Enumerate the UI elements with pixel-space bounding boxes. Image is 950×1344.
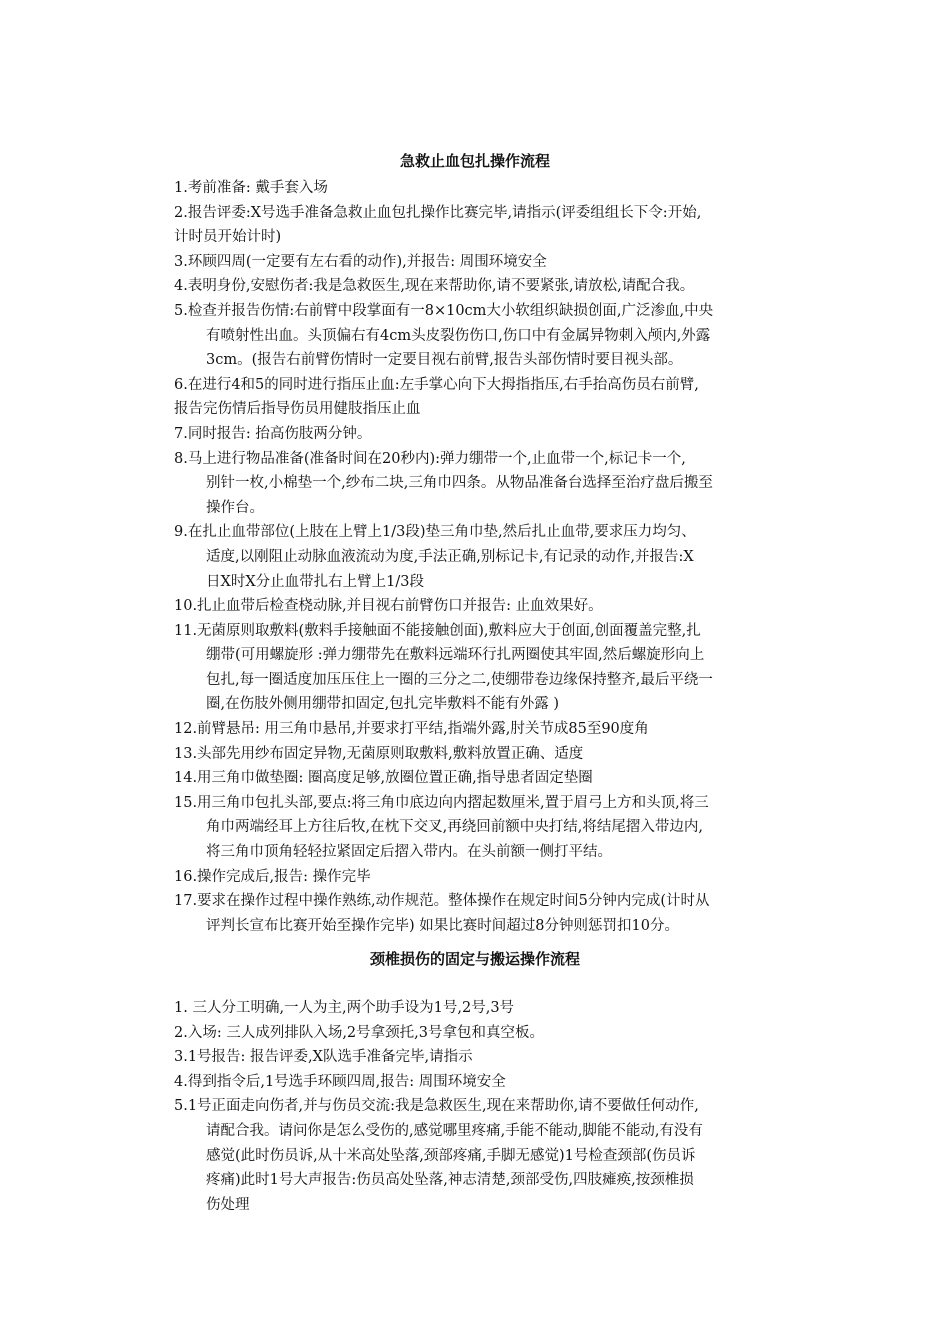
step-item (174, 1045, 814, 1070)
step-item (174, 176, 814, 201)
step-line: 日X时X分止血带扎右上臂上1/3段 (206, 573, 424, 590)
step-line: 2.入场: 三人成列排队入场,2号拿颈托,3号拿包和真空板。 (174, 1024, 544, 1041)
step-item (174, 250, 814, 275)
step-item (174, 717, 814, 742)
step-line: 11.无菌原则取敷料(敷料手接触面不能接触创面),敷料应大于创面,创面覆盖完整,扎 (174, 622, 701, 639)
step-line: 5.检查并报告伤情:右前臂中段掌面有一8×10cm大小软组织缺损创面,广泛渗血,中央 (174, 302, 714, 319)
step-item (174, 791, 814, 865)
step-line: 绷带(可用螺旋形 :弹力绷带先在敷料远端环行扎两圈使其牢固,然后螺旋形向上 (206, 647, 705, 664)
step-line: 9.在扎止血带部位(上肢在上臂上1/3段)垫三角巾垫,然后扎止血带,要求压力均匀、 (174, 524, 696, 541)
step-item (174, 447, 814, 521)
step-line: 1. 三人分工明确,一人为主,两个助手设为1号,2号,3号 (174, 1000, 515, 1016)
step-line: 请配合我。请问你是怎么受伤的,感觉哪里疼痛,手能不能动,脚能不能动,有没有 (206, 1122, 703, 1139)
step-line: 圈,在伤肢外侧用绷带扣固定,包扎完毕敷料不能有外露 ) (206, 696, 559, 713)
cervical-steps-list (174, 996, 814, 1217)
step-line: 10.扎止血带后检查桡动脉,并目视右前臂伤口并报告: 止血效果好。 (174, 598, 603, 615)
step-line: 疼痛)此时1号大声报告:伤员高处坠落,神志清楚,颈部受伤,四肢瘫痪,按颈椎损 (206, 1172, 694, 1189)
step-line: 12.前臂悬吊: 用三角巾悬吊,并要求打平结,指端外露,肘关节成85至90度角 (174, 721, 649, 738)
section-title-cervical-spine: 颈椎损伤的固定与搬运操作流程 (369, 950, 580, 968)
step-line: 3cm。(报告右前臂伤情时一定要目视右前臂,报告头部伤情时要目视头部。 (206, 352, 683, 369)
step-line: 感觉(此时伤员诉,从十米高处坠落,颈部疼痛,手脚无感觉)1号检查颈部(伤员诉 (206, 1147, 696, 1164)
step-item (174, 742, 814, 767)
step-line: 13.头部先用纱布固定异物,无菌原则取敷料,敷料放置正确、适度 (174, 745, 584, 762)
step-line: 6.在进行4和5的同时进行指压止血:左手掌心向下大拇指指压,右手抬高伤员右前臂, (174, 376, 699, 393)
step-item (174, 299, 814, 373)
step-line: 15.用三角巾包扎头部,要点:将三角巾底边向内摺起数厘米,置于眉弓上方和头顶,将三 (174, 794, 709, 811)
step-item (174, 1021, 814, 1046)
step-item (174, 520, 814, 594)
step-line: 14.用三角巾做垫圈: 圈高度足够,放圈位置正确,指导患者固定垫圈 (174, 770, 593, 787)
hemostasis-steps-list (174, 176, 814, 938)
step-item (174, 619, 814, 717)
step-item (174, 201, 814, 250)
step-line: 1.考前准备: 戴手套入场 (174, 180, 328, 196)
step-line: 8.马上进行物品准备(准备时间在20秒内):弹力绷带一个,止血带一个,标记卡一个, (174, 450, 686, 467)
step-item (174, 274, 814, 299)
step-item (174, 865, 814, 890)
step-line: 将三角巾顶角轻轻拉紧固定后摺入带内。在头前额一侧打平结。 (206, 844, 612, 861)
step-item (174, 1094, 814, 1217)
step-line: 适度,以刚阻止动脉血液流动为度,手法正确,别标记卡,有记录的动作,并报告:X (206, 548, 694, 565)
step-item (174, 373, 814, 422)
step-line: 计时员开始计时) (174, 229, 282, 246)
step-item (174, 889, 814, 938)
step-line: 角巾两端经耳上方往后牧,在枕下交叉,再绕回前额中央打结,将结尾摺入带边内, (206, 819, 703, 836)
step-line: 4.得到指令后,1号选手环顾四周,报告: 周围环境安全 (174, 1073, 506, 1090)
step-line: 操作台。 (206, 499, 264, 516)
step-line: 伤处理 (206, 1196, 250, 1213)
step-line: 2.报告评委:X号选手准备急救止血包扎操作比赛完毕,请指示(评委组组长下令:开始, (174, 204, 702, 221)
step-line: 5.1号正面走向伤者,并与伤员交流:我是急救医生,现在来帮助你,请不要做任何动作, (174, 1098, 699, 1115)
step-line: 7.同时报告: 抬高伤肢两分钟。 (174, 425, 372, 442)
step-item (174, 996, 814, 1021)
step-line: 包扎,每一圈适度加压压住上一圈的三分之二,使绷带卷边缘保持整齐,最后平绕一 (206, 671, 713, 688)
step-line: 16.操作完成后,报告: 操作完毕 (174, 868, 371, 885)
step-item (174, 422, 814, 447)
step-line: 17.要求在操作过程中操作熟练,动作规范。整体操作在规定时间5分钟内完成(计时从 (174, 893, 710, 910)
step-item (174, 766, 814, 791)
step-item (174, 594, 814, 619)
section-title-hemostasis: 急救止血包扎操作流程 (399, 152, 550, 170)
step-line: 4.表明身份,安慰伤者:我是急救医生,现在来帮助你,请不要紧张,请放松,请配合我。 (174, 278, 695, 295)
step-line: 评判长宣布比赛开始至操作完毕) 如果比赛时间超过8分钟则惩罚扣10分。 (206, 917, 679, 934)
step-line: 报告完伤情后指导伤员用健肢指压止血 (174, 401, 421, 418)
step-item (174, 1070, 814, 1095)
step-line: 3.环顾四周(一定要有左右看的动作),并报告: 周围环境安全 (174, 253, 547, 270)
step-line: 3.1号报告: 报告评委,X队选手准备完毕,请指示 (174, 1049, 473, 1066)
step-line: 别针一枚,小棉垫一个,纱布二块,三角巾四条。从物品准备台选择至治疗盘后搬至 (206, 475, 713, 492)
step-line: 有喷射性出血。头顶偏右有4cm头皮裂伤伤口,伤口中有金属异物刺入颅内,外露 (206, 327, 711, 344)
